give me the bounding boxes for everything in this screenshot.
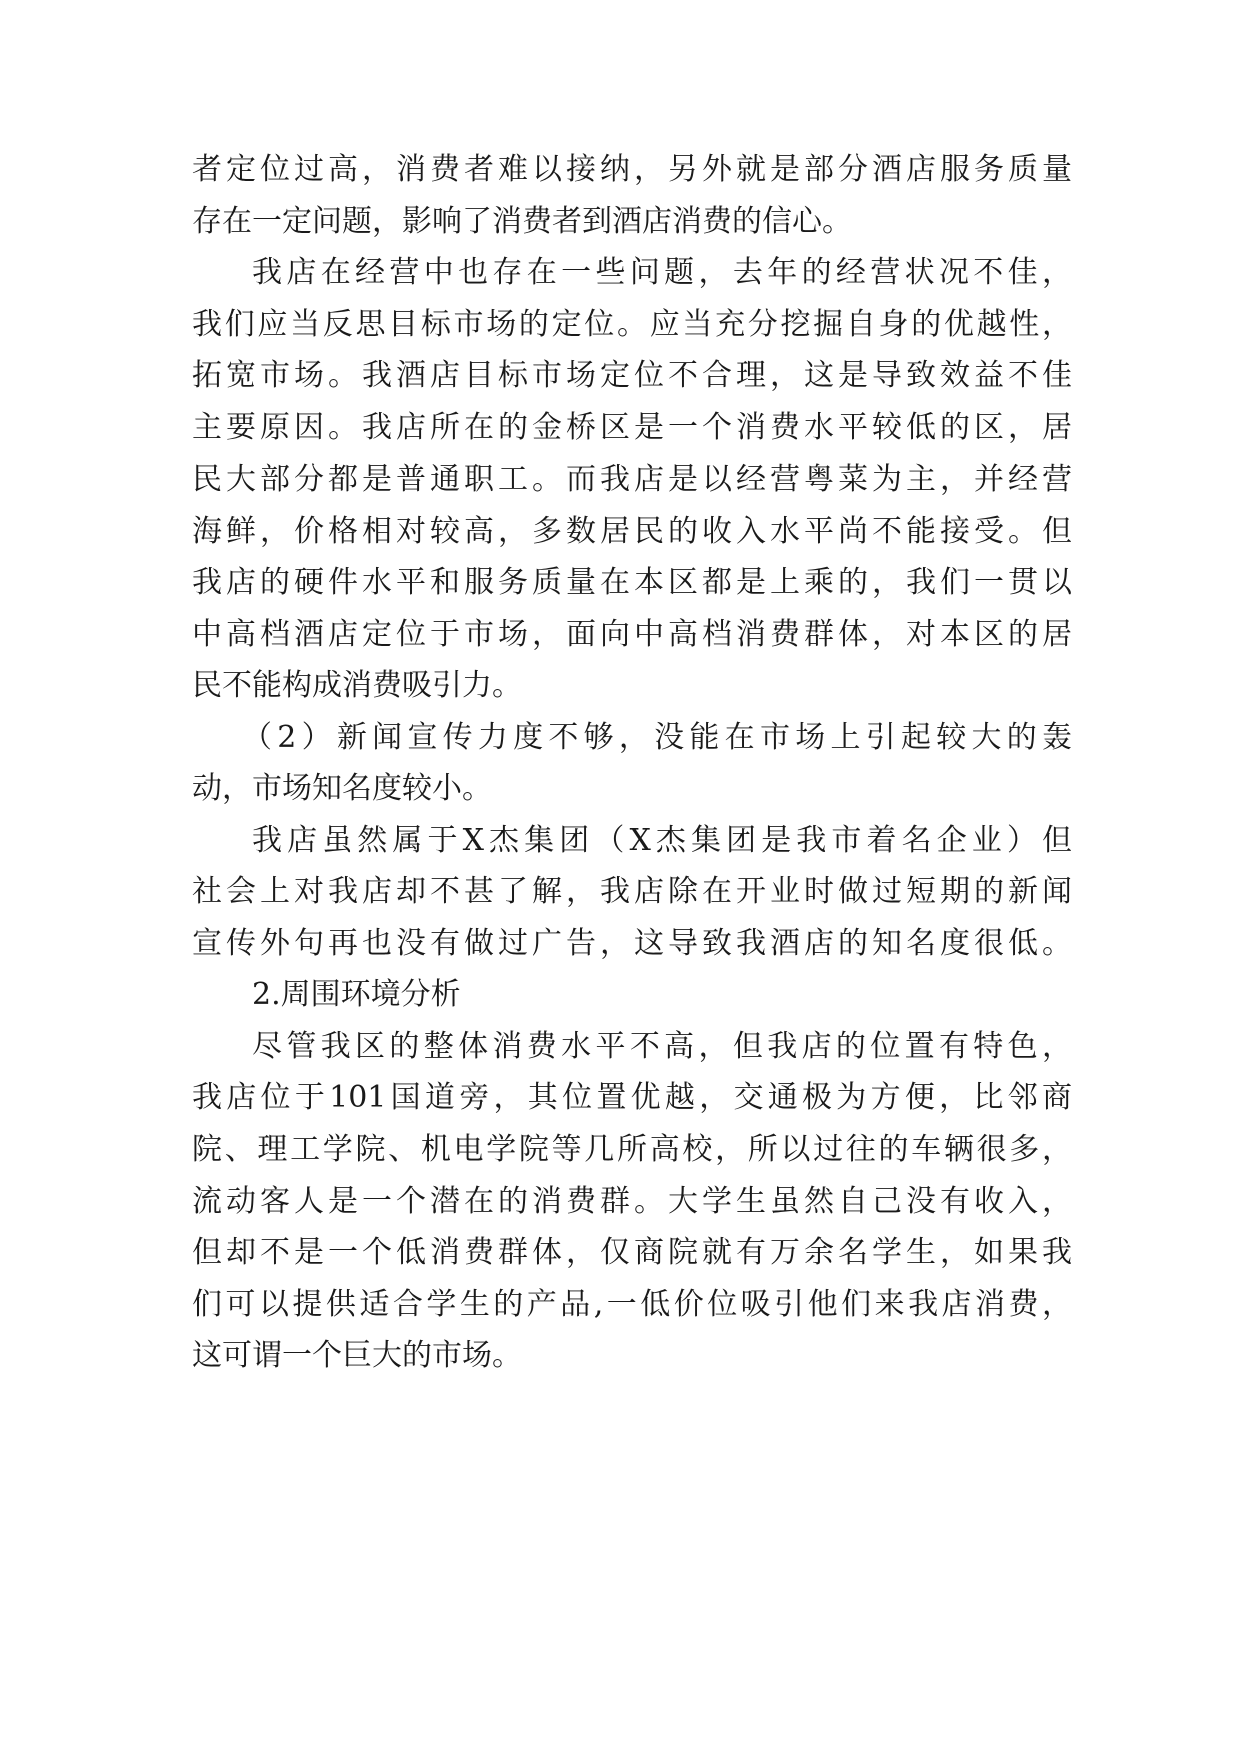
text-line: （2）新闻宣传力度不够，没能在市场上引起较大的轰 — [242, 720, 1072, 755]
text-line: 但却不是一个低消费群体，仅商院就有万余名学生，如果我 — [192, 1235, 1072, 1270]
text-line: 民不能构成消费吸引力。 — [192, 668, 522, 703]
text-line: 宣传外句再也没有做过广告，这导致我酒店的知名度很低。 — [192, 926, 1072, 961]
text-line: 我店的硬件水平和服务质量在本区都是上乘的，我们一贯以 — [192, 565, 1072, 600]
text-line: 尽管我区的整体消费水平不高，但我店的位置有特色， — [252, 1029, 1072, 1064]
text-line: 者定位过高，消费者难以接纳，另外就是部分酒店服务质量 — [192, 152, 1072, 187]
text-line: 拓宽市场。我酒店目标市场定位不合理，这是导致效益不佳 — [192, 358, 1072, 393]
text-line: 主要原因。我店所在的金桥区是一个消费水平较低的区，居 — [192, 410, 1072, 445]
text-line: 我店虽然属于X杰集团（X杰集团是我市着名企业）但 — [252, 823, 1072, 858]
text-line: 我店在经营中也存在一些问题，去年的经营状况不佳， — [252, 255, 1072, 290]
text-line: 存在一定问题，影响了消费者到酒店消费的信心。 — [192, 204, 852, 239]
text-line: 海鲜，价格相对较高，多数居民的收入水平尚不能接受。但 — [192, 514, 1072, 549]
text-line: 民大部分都是普通职工。而我店是以经营粤菜为主，并经营 — [192, 462, 1072, 497]
text-line: 这可谓一个巨大的市场。 — [192, 1338, 522, 1373]
text-line: 我店位于101国道旁，其位置优越，交通极为方便，比邻商 — [192, 1080, 1072, 1115]
text-line: 流动客人是一个潜在的消费群。大学生虽然自己没有收入， — [192, 1184, 1072, 1219]
text-line: 社会上对我店却不甚了解，我店除在开业时做过短期的新闻 — [192, 874, 1072, 909]
text-line: 中高档酒店定位于市场，面向中高档消费群体，对本区的居 — [192, 617, 1072, 652]
section-heading: 2.周围环境分析 — [252, 977, 461, 1012]
text-line: 院、理工学院、机电学院等几所高校，所以过往的车辆很多， — [192, 1132, 1072, 1167]
text-line: 们可以提供适合学生的产品,一低价位吸引他们来我店消费， — [192, 1287, 1072, 1322]
text-line: 动，市场知名度较小。 — [192, 771, 492, 806]
text-line: 我们应当反思目标市场的定位。应当充分挖掘自身的优越性， — [192, 307, 1072, 342]
